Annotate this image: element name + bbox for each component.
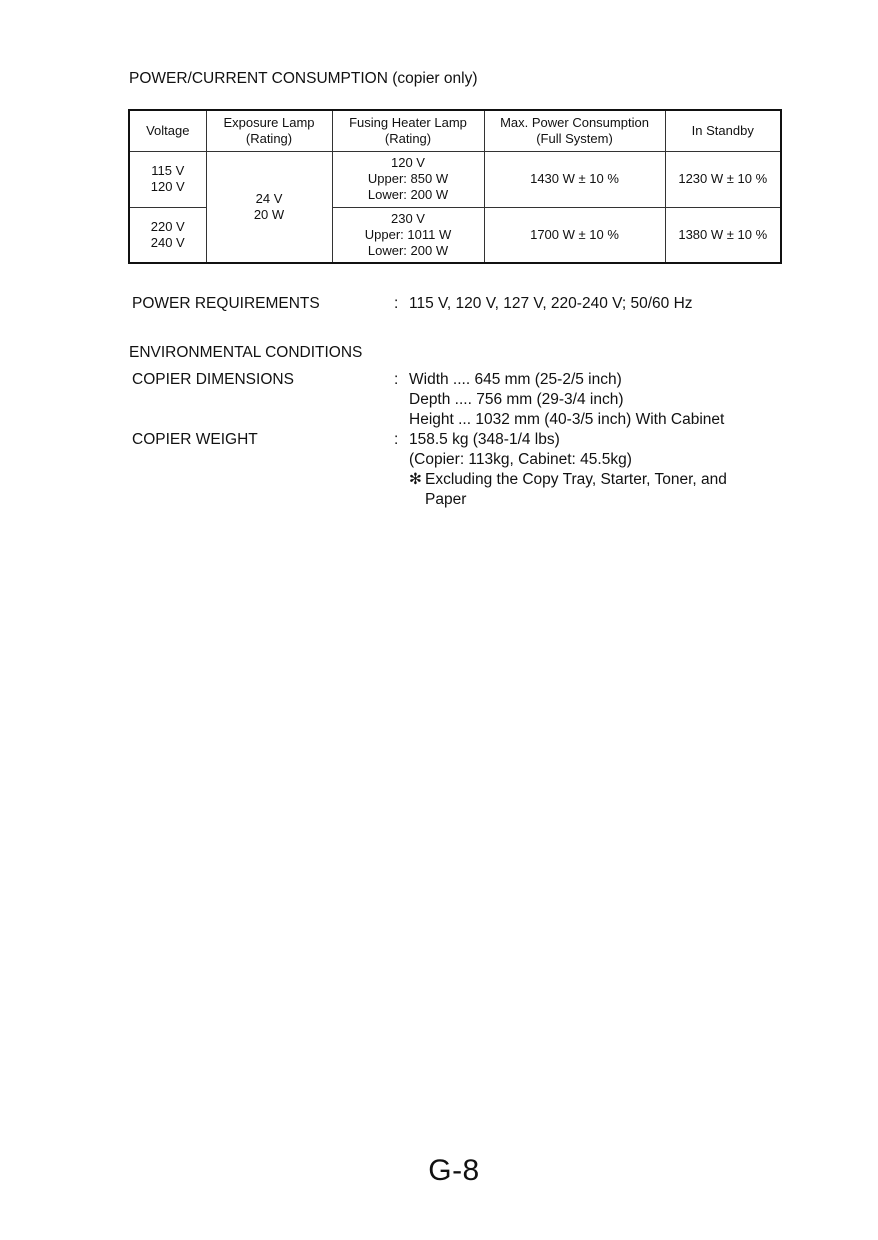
header-max-power: Max. Power Consumption (Full System) bbox=[484, 110, 665, 151]
power-consumption-table bbox=[128, 109, 782, 264]
weight-total: 158.5 kg (348-1/4 lbs) bbox=[409, 431, 560, 448]
copier-dimensions-values bbox=[409, 370, 724, 430]
separator-colon: : bbox=[394, 371, 399, 388]
cell-max-power: 1700 W ± 10 % bbox=[484, 207, 665, 263]
dimension-height: Height ... 1032 mm (40-3/5 inch) With Cabinet bbox=[409, 411, 725, 428]
power-consumption-title: POWER/CURRENT CONSUMPTION (copier only) bbox=[129, 70, 478, 87]
weight-breakdown: (Copier: 113kg, Cabinet: 45.5kg) bbox=[409, 451, 632, 468]
asterisk-mark-icon: ✻ bbox=[409, 471, 422, 488]
weight-note-continuation: Paper bbox=[425, 491, 467, 508]
cell-standby: 1230 W ± 10 % bbox=[665, 151, 781, 207]
dimension-width: Width .... 645 mm (25-2/5 inch) bbox=[409, 371, 622, 388]
separator-colon: : bbox=[394, 295, 399, 312]
dimension-depth: Depth .... 756 mm (29-3/4 inch) bbox=[409, 391, 624, 408]
copier-weight-label: COPIER WEIGHT bbox=[132, 431, 258, 448]
cell-fusing: 230 V Upper: 1011 W Lower: 200 W bbox=[332, 207, 484, 263]
cell-standby: 1380 W ± 10 % bbox=[665, 207, 781, 263]
cell-max-power: 1430 W ± 10 % bbox=[484, 151, 665, 207]
page-number: G-8 bbox=[428, 1154, 480, 1187]
header-voltage: Voltage bbox=[129, 110, 206, 151]
cell-fusing: 120 V Upper: 850 W Lower: 200 W bbox=[332, 151, 484, 207]
separator-colon: : bbox=[394, 431, 399, 448]
cell-voltage: 115 V 120 V bbox=[129, 151, 206, 207]
header-fusing-heater-lamp: Fusing Heater Lamp (Rating) bbox=[332, 110, 484, 151]
power-requirements-value: 115 V, 120 V, 127 V, 220-240 V; 50/60 Hz bbox=[409, 295, 693, 312]
table-row bbox=[129, 151, 781, 207]
cell-voltage: 220 V 240 V bbox=[129, 207, 206, 263]
environmental-conditions-title: ENVIRONMENTAL CONDITIONS bbox=[129, 344, 363, 361]
power-requirements-label: POWER REQUIREMENTS bbox=[132, 295, 320, 312]
copier-dimensions-label: COPIER DIMENSIONS bbox=[132, 371, 294, 388]
cell-exposure-lamp: 24 V 20 W bbox=[206, 151, 332, 263]
weight-note-text: Excluding the Copy Tray, Starter, Toner, and bbox=[425, 471, 727, 488]
table-header-row bbox=[129, 110, 781, 151]
header-standby: In Standby bbox=[665, 110, 781, 151]
copier-weight-values bbox=[409, 430, 727, 510]
weight-note bbox=[409, 470, 727, 490]
header-exposure-lamp: Exposure Lamp (Rating) bbox=[206, 110, 332, 151]
